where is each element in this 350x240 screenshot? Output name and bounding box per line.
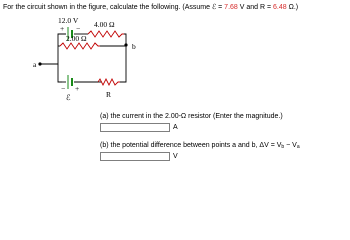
point-b-label: b xyxy=(132,42,136,51)
battery-bottom-minus: − xyxy=(61,84,66,93)
emf-symbol: ℰ xyxy=(211,4,217,11)
resistor-mid-label: 2.00 Ω xyxy=(66,34,87,43)
battery-emf xyxy=(68,75,72,89)
resistor-bottom-label: R xyxy=(106,90,112,99)
question-b-prefix: (b) the potential difference between points a and b, ΔV = V xyxy=(100,142,282,149)
answer-b-input[interactable] xyxy=(100,152,170,161)
point-b-dot xyxy=(124,43,127,46)
battery-top-label: 12.0 V xyxy=(58,16,79,25)
battery-top-plus: + xyxy=(60,24,65,33)
resistor-r xyxy=(98,79,120,85)
prompt-text: For the circuit shown in the figure, calculate the following. (Assume xyxy=(3,4,212,11)
answer-a-unit: A xyxy=(173,124,178,131)
emf-unit-text: V and R = xyxy=(237,4,274,11)
emf-value: 7.68 xyxy=(224,4,238,11)
answer-a-input[interactable] xyxy=(100,123,170,132)
question-b-sub-b: b xyxy=(281,144,285,150)
wire-left-lower xyxy=(58,64,62,82)
resistor-top-label: 4.00 Ω xyxy=(94,20,115,29)
point-a-dot xyxy=(38,62,41,65)
resistor-4ohm xyxy=(88,31,124,37)
wire-left-mid xyxy=(40,46,58,64)
emf-equals: = xyxy=(216,4,225,11)
wire-right xyxy=(120,46,126,82)
question-b xyxy=(100,142,300,150)
r-value: 6.48 xyxy=(273,4,287,11)
answer-b-unit: V xyxy=(173,153,178,160)
resistor-2ohm xyxy=(60,43,100,49)
battery-bottom-label: ℰ xyxy=(66,93,71,102)
problem-statement xyxy=(3,3,298,11)
question-b-mid: − V xyxy=(284,142,297,149)
point-a-label: a xyxy=(33,60,37,69)
r-unit-text: Ω.) xyxy=(286,4,299,11)
battery-top-minus: − xyxy=(76,24,81,33)
battery-bottom-plus: + xyxy=(75,84,80,93)
question-b-sub-a: a xyxy=(296,144,300,150)
question-a: (a) the current in the 2.00-Ω resistor (Enter the magnitude.) xyxy=(100,113,283,120)
